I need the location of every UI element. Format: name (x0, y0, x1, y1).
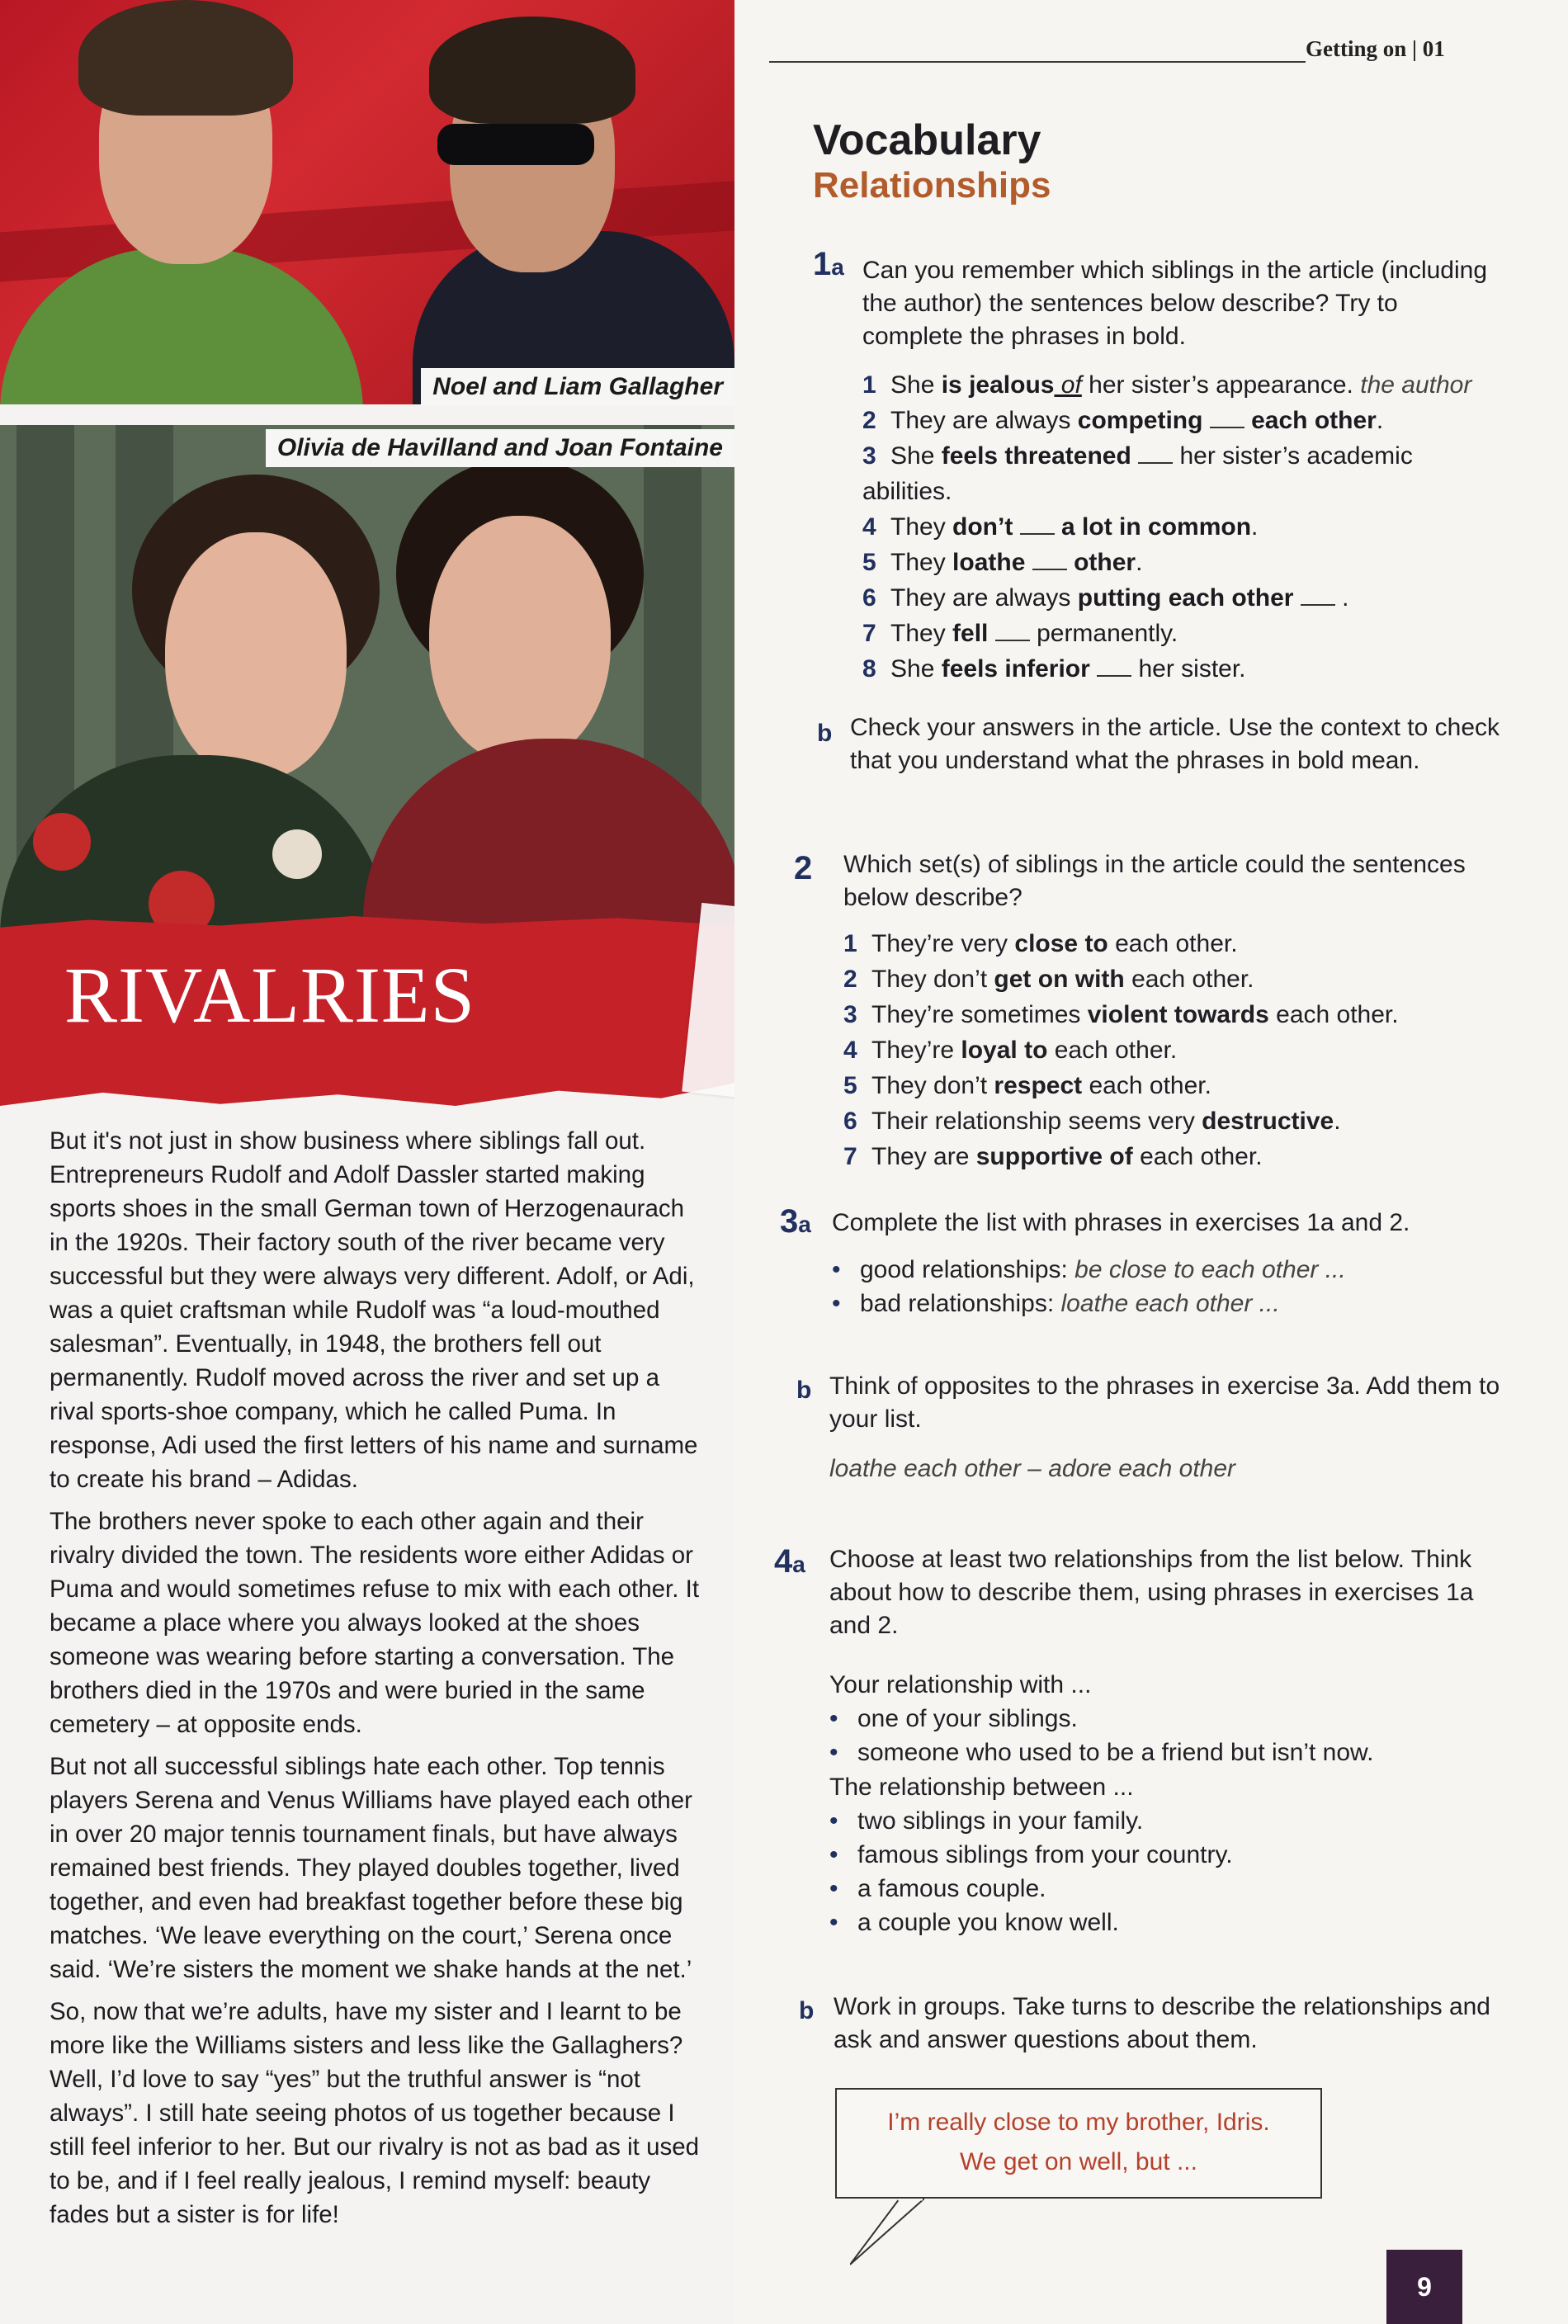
list-item: 2 They are always competing each other. (862, 407, 1384, 434)
exercise-1b-instruction: Check your answers in the article. Use the context to check that you understand what the phrases in bold mean. (850, 714, 1500, 774)
article-paragraph: The brothers never spoke to each other again and their rivalry divided the town. The residents wore either Adidas or Puma and would sometimes refuse to mix with each other. It became a place where you always looked at the shoes someone was wearing before starting a conversation. The brothers died in the 1970s and were buried in the same cemetery – at opposite ends. (50, 1508, 700, 1738)
list-item: 4 They’re loyal to each other. (843, 1037, 1178, 1064)
dress-flower (272, 829, 322, 879)
joan-face (429, 516, 611, 763)
running-head: Getting on | 01 (1306, 36, 1445, 61)
exercise-instruction: Can you remember which siblings in the article (including the author) the sentences below describe? Try to complete the phrases in bold. (862, 257, 1488, 350)
speech-line: We get on well, but ... (960, 2148, 1197, 2175)
group-label: The relationship between ... (829, 1774, 1134, 1801)
list-item: 5 They don’t respect each other. (843, 1072, 1211, 1099)
exercise-3b-instruction: Think of opposites to the phrases in exercise 3a. Add them to your list. (829, 1372, 1500, 1433)
article-paragraph: So, now that we’re adults, have my sister and I learnt to be more like the Williams sisters and less like the Gallaghers? Well, I’d love to say “yes” but the truthful answer is “not always”. I still hate seeing photos of us together because I still feel inferior to her. But our rivalry is not as bad as it used to be, and if I feel really jealous, I remind myself: beauty fades but a sister is for life! (50, 1998, 700, 2228)
exercise-4b-instruction: Work in groups. Take turns to describe the relationships and ask and answer questions about them. (834, 1993, 1490, 2053)
list-item: 7 They fell permanently. (862, 620, 1178, 647)
havilland-fontaine-photo (0, 425, 734, 953)
right-page (734, 0, 1568, 2324)
exercise-4a-group1 (829, 1702, 1506, 1769)
exercise-4a-instruction: Choose at least two relationships from the list below. Think about how to describe them, using phrases in exercises 1a and 2. (829, 1546, 1474, 1639)
rivalries-title: RIVALRIES (64, 951, 475, 1039)
exercise-number: 2 (794, 850, 813, 886)
article-text (50, 1124, 701, 2240)
bullet-item: • famous siblings from your country. (829, 1838, 1506, 1872)
list-item: 7 They are supportive of each other. (843, 1143, 1263, 1170)
bullet-item: • good relationships: be close to each other ... (832, 1253, 1509, 1287)
article-paragraph: But not all successful siblings hate each other. Top tennis players Serena and Venus Williams have played each other in over 20 major tennis tournament finals, but have always remained best friends. They played doubles together, lived together, and even had breakfast together before these big matches. ‘We leave everything on the court,’ Serena once said. ‘We’re sisters the moment we shake hands at the net.’ (50, 1753, 692, 1983)
liam-hair (429, 17, 635, 124)
speech-line: I’m really close to my brother, Idris. (887, 2109, 1270, 2136)
bullet-item: • two siblings in your family. (829, 1804, 1506, 1838)
exercise-letter: b (817, 720, 833, 747)
list-item: 3 They’re sometimes violent towards each other. (843, 1001, 1399, 1028)
list-item: 4 They don’t a lot in common. (862, 513, 1259, 541)
answer-blank[interactable] (1020, 512, 1055, 535)
exercise-letter: b (799, 1997, 815, 2024)
exercise-3b-example: loathe each other – adore each other (829, 1455, 1236, 1482)
group-label: Your relationship with ... (829, 1671, 1092, 1698)
bullet-item: • a couple you know well. (829, 1906, 1506, 1939)
bullet-item: • one of your siblings. (829, 1702, 1506, 1736)
section-title: Vocabulary (813, 116, 1041, 164)
exercise-number: 4a (774, 1543, 805, 1580)
answer-blank[interactable] (1138, 441, 1173, 464)
bullet-item: • a famous couple. (829, 1872, 1506, 1906)
speech-bubble (835, 2088, 1322, 2199)
answer-blank[interactable] (1301, 583, 1335, 606)
list-item: 1 She is jealous of her sister’s appearance. the author (862, 371, 1472, 399)
list-item: 3 She feels threatened her sister’s academic abilities. (862, 442, 1413, 505)
olivia-face (165, 532, 347, 780)
list-item: 2 They don’t get on with each other. (843, 966, 1254, 993)
exercise-3a-bullets (832, 1253, 1509, 1320)
header-rule (769, 61, 1306, 63)
bullet-item: • someone who used to be a friend but isn’t now. (829, 1736, 1506, 1769)
exercise-3a-instruction: Complete the list with phrases in exercises 1a and 2. (832, 1209, 1410, 1236)
gallagher-photo (0, 0, 734, 404)
section-subtitle: Relationships (813, 165, 1051, 205)
answer-blank[interactable] (1097, 654, 1131, 677)
list-item: 6 Their relationship seems very destructive. (843, 1108, 1341, 1135)
exercise-1a-items (862, 367, 1506, 687)
liam-sunglasses (437, 124, 594, 165)
exercise-4a-group2 (829, 1804, 1506, 1939)
left-page (0, 0, 734, 2324)
answer-blank[interactable] (1032, 547, 1067, 570)
exercise-letter: b (796, 1377, 812, 1404)
caption-gallagher: Noel and Liam Gallagher (421, 368, 734, 406)
speech-bubble-tail (850, 2199, 924, 2266)
dress-flower (33, 813, 91, 871)
page-number: 9 (1386, 2250, 1462, 2324)
list-item: 1 They’re very close to each other. (843, 930, 1238, 957)
article-paragraph: But it's not just in show business where siblings fall out. Entrepreneurs Rudolf and Adolf Dassler started making sports shoes in the small German town of Herzogenaurach in the 1920s. Their factory south of the river became very successful but they were always very different. Adolf, or Adi, was a quiet craftsman while Rudolf was “a loud-mouthed salesman”. Eventually, in 1948, the brothers fell out permanently. Rudolf moved across the river and set up a rival sports-shoe company, which he called Puma. In response, Adi used the first letters of his name and surname to create his brand – Adidas. (50, 1127, 698, 1493)
exercise-2-items (843, 926, 1520, 1174)
bullet-item: • bad relationships: loathe each other ... (832, 1287, 1509, 1320)
exercise-number: 1a (813, 246, 844, 282)
caption-havilland-fontaine: Olivia de Havilland and Joan Fontaine (266, 429, 734, 467)
answer-blank[interactable] (995, 618, 1030, 641)
answer-blank[interactable] (1210, 405, 1244, 428)
noel-hair (78, 0, 293, 116)
exercise-number: 3a (780, 1203, 811, 1240)
list-item: 6 They are always putting each other . (862, 584, 1349, 612)
list-item: 5 They loathe other. (862, 549, 1143, 576)
list-item: 8 She feels inferior her sister. (862, 655, 1246, 683)
exercise-2-instruction: Which set(s) of siblings in the article could the sentences below describe? (843, 851, 1466, 911)
